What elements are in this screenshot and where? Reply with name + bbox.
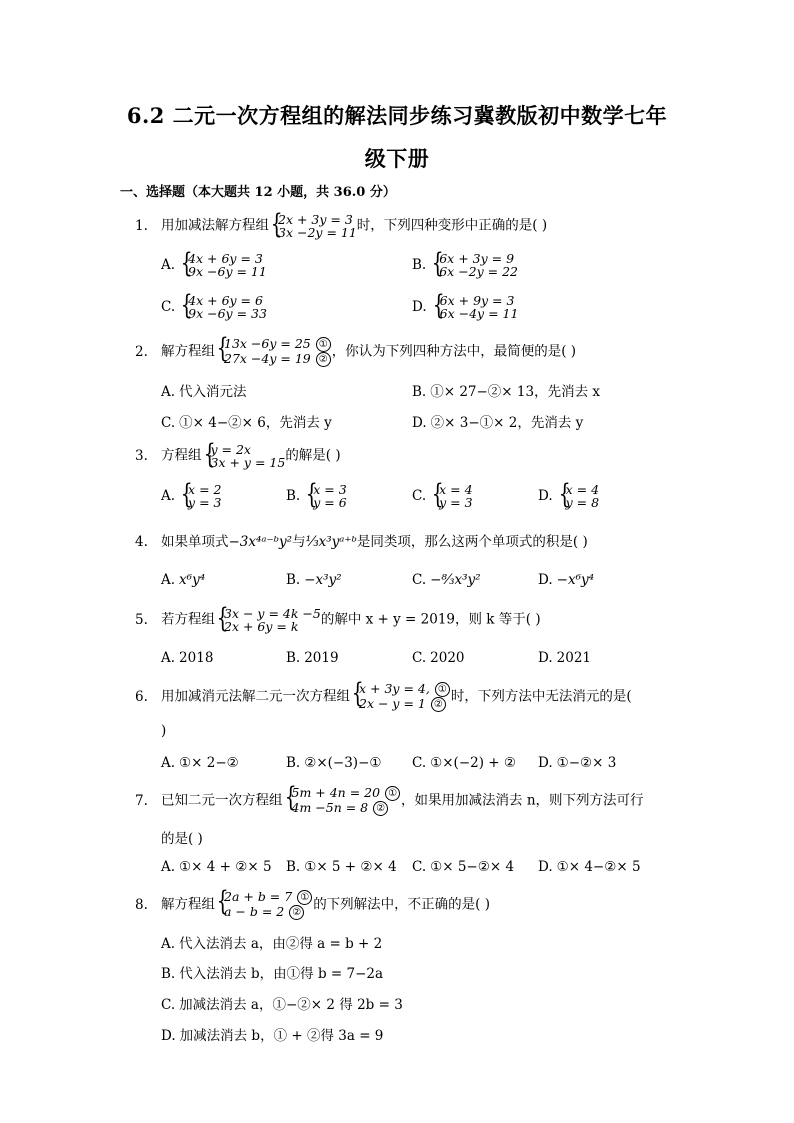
option-6b[interactable]: B. ②×(−3)−① [286, 755, 382, 771]
question-8: 8. 解方程组 { 2a + b = 7 ① a − b = 2 ② 的下列解法中，不正确的是( ) [135, 890, 490, 920]
option-7b[interactable]: B. ①× 5 + ②× 4 [286, 859, 397, 875]
circle-1-mark: ① [297, 890, 312, 905]
equation-system: { y = 2x 3x + y = 15 [202, 443, 286, 469]
option-3d[interactable]: D. { x = 4 y = 8 [538, 483, 599, 509]
option-6d[interactable]: D. ①−②× 3 [538, 755, 617, 771]
option-1c[interactable]: C. { 4x + 6y = 6 9x −6y = 33 [161, 294, 267, 320]
circle-1-mark: ① [385, 786, 400, 801]
doc-title-line2: 级下册 [364, 146, 430, 171]
question-4: 4. 如果单项式−3x⁴ᵃ⁻ᵇy²与⅓x³yᵃ⁺ᵇ是同类项，那么这两个单项式的积是( ) [135, 534, 588, 550]
option-5a[interactable]: A. 2018 [161, 650, 214, 666]
option-4d[interactable]: D. −x⁶y⁴ [538, 572, 595, 588]
option-3a[interactable]: A. { x = 2 y = 3 [161, 483, 221, 509]
option-4a[interactable]: A. x⁶y⁴ [161, 572, 206, 588]
option-1b[interactable]: B. { 6x + 3y = 9 6x −2y = 22 [412, 252, 518, 278]
option-3b[interactable]: B. { x = 3 y = 6 [286, 483, 347, 509]
option-1a[interactable]: A. { 4x + 6y = 3 9x −6y = 11 [161, 252, 267, 278]
option-2c[interactable]: C. ①× 4−②× 6，先消去 y [161, 415, 332, 431]
option-4c[interactable]: C. −⁸⁄₃x³y² [412, 572, 481, 588]
circle-1-mark: ① [435, 682, 450, 697]
option-4b[interactable]: B. −x³y² [286, 572, 342, 588]
equation-system: { 3x − y = 4k −5 2x + 6y = k [215, 607, 321, 633]
question-6: 6. 用加减消元法解二元一次方程组 { x + 3y = 4, ① 2x − y = 1 ② 时，下列方法中无法消元的是( [135, 682, 632, 712]
option-7c[interactable]: C. ①× 5−②× 4 [412, 859, 515, 875]
option-7d[interactable]: D. ①× 4−②× 5 [538, 859, 641, 875]
question-7: 7. 已知二元一次方程组 { 5m + 4n = 20 ① 4m −5n = 8 ② ，如果用加减法消去 n，则下列方法可行 [135, 786, 644, 816]
question-number: 1. [135, 217, 148, 234]
circle-2-mark: ② [431, 697, 446, 712]
question-2: 2. 解方程组 { 13x −6y = 25 ① 27x −4y = 19 ② ，你认为下列四种方法中，最简便的是( ) [135, 337, 576, 367]
question-6-continued: ) [161, 723, 167, 739]
option-6a[interactable]: A. ①× 2−② [161, 755, 239, 771]
option-2a[interactable]: A. 代入消元法 [161, 384, 247, 400]
option-3c[interactable]: C. { x = 4 y = 3 [412, 483, 473, 509]
option-8d[interactable]: D. 加减法消去 b，① + ②得 3a = 9 [161, 1028, 384, 1044]
option-8c[interactable]: C. 加减法消去 a，①−②× 2 得 2b = 3 [161, 997, 403, 1013]
option-8b[interactable]: B. 代入法消去 b，由①得 b = 7−2a [161, 966, 384, 982]
circle-2-mark: ② [373, 801, 388, 816]
section-heading: 一、选择题（本大题共 12 小题，共 36.0 分） [120, 185, 396, 200]
circle-1-mark: ① [316, 337, 331, 352]
circle-2-mark: ② [316, 352, 331, 367]
option-5c[interactable]: C. 2020 [412, 650, 465, 666]
doc-title-line1: 6.2 二元一次方程组的解法同步练习冀教版初中数学七年 [126, 103, 668, 128]
question-5: 5. 若方程组 { 3x − y = 4k −5 2x + 6y = k 的解中 x + y = 2019，则 k 等于( ) [135, 607, 541, 633]
option-7a[interactable]: A. ①× 4 + ②× 5 [161, 859, 272, 875]
option-5b[interactable]: B. 2019 [286, 650, 339, 666]
option-8a[interactable]: A. 代入法消去 a，由②得 a = b + 2 [161, 936, 383, 952]
equation-system: { 5m + 4n = 20 ① 4m −5n = 8 ② [283, 786, 402, 816]
equation-system: { 2x + 3y = 3 3x −2y = 11 [269, 213, 357, 239]
option-6c[interactable]: C. ①×(−2) + ② [412, 755, 516, 771]
question-1: 1. 用加减法解方程组 { 2x + 3y = 3 3x −2y = 11 时，下列四种变形中正确的是( ) [135, 213, 547, 239]
equation-system: { 13x −6y = 25 ① 27x −4y = 19 ② [215, 337, 332, 367]
equation-system: { x + 3y = 4, ① 2x − y = 1 ② [350, 682, 451, 712]
option-2b[interactable]: B. ①× 27−②× 13，先消去 x [412, 384, 600, 400]
question-7-continued: 的是( ) [161, 831, 203, 847]
option-2d[interactable]: D. ②× 3−①× 2，先消去 y [412, 415, 584, 431]
question-3: 3. 方程组 { y = 2x 3x + y = 15 的解是( ) [135, 443, 341, 469]
equation-system: { 2a + b = 7 ① a − b = 2 ② [215, 890, 313, 920]
option-5d[interactable]: D. 2021 [538, 650, 591, 666]
circle-2-mark: ② [289, 905, 304, 920]
option-1d[interactable]: D. { 6x + 9y = 3 6x −4y = 11 [412, 294, 518, 320]
